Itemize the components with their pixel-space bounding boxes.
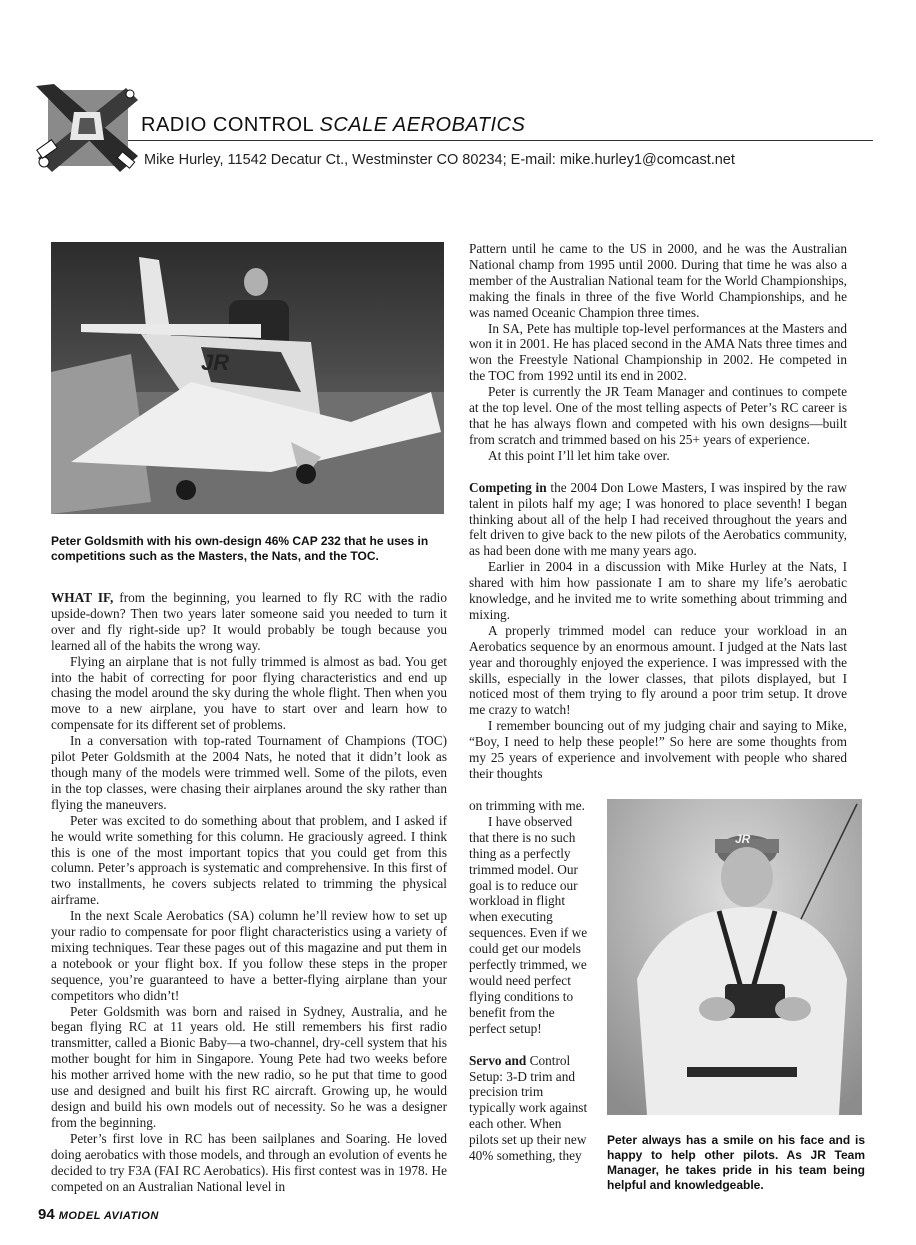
paragraph: on trimming with me. — [469, 798, 585, 813]
page-footer — [38, 1206, 159, 1223]
paragraph: WHAT IF, from the beginning, you learned to fly RC with the radio upside-down? Then two years later someone said you needed to turn it over and fly right-side up? It would probably be tough because you learned all of the habits the wrong way. — [51, 590, 448, 653]
paragraph: A properly trimmed model can reduce your workload in an Aerobatics sequence by an enormous amount. I judged at the Nats last year and thoroughly enjoyed the experience. I was impressed with the skills, especially in the lower classes, that pilots displayed, but I noticed most of them trying to fly around a poor trim setup. It drove me crazy to watch! — [469, 622, 847, 718]
column-logo — [34, 82, 140, 174]
paragraph: In a conversation with top-rated Tournament of Champions (TOC) pilot Peter Goldsmith at the 2004 Nats, he noted that it didn’t look as though many of the models were trimmed well. Some of the pilots, even in the top classes, were chasing their airplanes around the sky rather than flying the maneuvers. — [51, 733, 447, 812]
article-column-2-narrow — [469, 798, 589, 1164]
paragraph: Competing in the 2004 Don Lowe Masters, I was inspired by the raw talent in pilots half my age; I was honored to place seventh! I began thinking about all of the help I had received throughout the years and felt driven to give back to the new pilots of the Aerobatics community, as had been done with me many years ago. — [469, 479, 847, 559]
column-title — [141, 114, 525, 137]
article-column-1 — [51, 590, 447, 1194]
lead-in: WHAT IF, — [51, 590, 114, 605]
paragraph: In SA, Pete has multiple top-level performances at the Masters and won it in 2001. He has placed second in the AMA Nats three times and won the Freestyle National Championship in 2002. He competed in the TOC from 1992 until its end in 2002. — [469, 320, 847, 384]
magazine-name: MODEL AVIATION — [58, 1210, 159, 1222]
lead-in: Competing in — [469, 479, 547, 495]
photo1-caption: Peter Goldsmith with his own-design 46% CAP 232 that he uses in competitions such as the Masters, the Nats, and the TOC. — [51, 534, 429, 563]
title-main: RADIO CONTROL — [141, 114, 314, 136]
paragraph: At this point I’ll let him take over. — [488, 447, 670, 463]
page-number: 94 — [38, 1206, 55, 1223]
paragraph: I have observed that there is no such thing as a perfectly trimmed model. Our goal is to reduce our workload in flight when executing sequences. Even if we could get our models perfectly trimmed, we would need perfect flying conditions to benefit from the perfect setup! — [469, 813, 588, 1036]
cap-jr-logo: JR — [735, 832, 751, 846]
photo-pilot-with-transmitter — [607, 799, 862, 1115]
aerobatic-plane-logo-icon — [34, 82, 140, 174]
paragraph: Earlier in 2004 in a discussion with Mike Hurley at the Nats, I shared with him how passionate I am to share my life’s aerobatic knowledge, and he invited me to write something about trimming and mixing. — [469, 559, 847, 622]
paragraph: Peter Goldsmith was born and raised in Sydney, Australia, and he began flying RC at 11 years old. He still remembers his first radio transmitter, called a Bionic Baby—a two-channel, dry-cell system that his mother bought for him in Singapore. Young Pete had two weeks before his mother arrived home with the new radio, so he put that time to good use and designed and built his first RC aircraft. Growing up, he would design and build his own models out of necessity. So he was a designer from the beginning. — [51, 1003, 447, 1130]
paragraph: Servo and Control Setup: 3-D trim and precision trim typically work against each other. When pilots set up their new 40% something, they — [469, 1052, 588, 1164]
paragraph: In the next Scale Aerobatics (SA) column he’ll review how to set up your radio to compensate for poor flight characteristics using a variety of mixing techniques. Tear these pages out of this magazine and put them in a notebook or your flight box. If you follow these steps in the proper sequence, you’re guaranteed to have a better-flying airplane than your competitors who didn’t! — [51, 908, 447, 1003]
photo-pilot-with-airplane — [51, 242, 444, 514]
paragraph: Pattern until he came to the US in 2000, and he was the Australian National champ from 1995 until 2000. During that time he was also a member of the Australian National team for the World Championships, making the finals in three of the five World Championships, and he was named Oceanic Champion three times. — [469, 241, 847, 320]
paragraph: Flying an airplane that is not fully trimmed is almost as bad. You get into the habit of correcting for poor flying characteristics and end up chasing the model around the sky during the whole flight. Then when you move to a new airplane, you have to start over and learn how to compensate for its different set of problems. — [51, 653, 447, 733]
paragraph: Peter is currently the JR Team Manager and continues to compete at the top level. One of the most telling aspects of Peter’s RC career is that he has always flown and competed with his own designs—built from scratch and trimmed based on his 25+ years of experience. — [469, 384, 847, 447]
header-rule — [128, 140, 873, 141]
paragraph: Peter’s first love in RC has been sailplanes and Soaring. He loved doing aerobatics with those models, and through an evolution of events he decided to try F3A (FAI RC Aerobatics). His first contest was in 1978. He competed on an Australian National level in — [51, 1130, 447, 1194]
article-column-2 — [469, 241, 847, 782]
photo2-caption: Peter always has a smile on his face and is happy to help other pilots. As JR Team Manager, he takes pride in his team being helpful and knowledgeable. — [607, 1133, 865, 1192]
paragraph: Peter was excited to do something about that problem, and I asked if he would write something for this column. He graciously agreed. I think this is one of the most important topics that you could get from this column. Peter’s approach is systematic and comprehensive. In this first of two installments, he covers subjects related to trimming the physical airframe. — [51, 812, 447, 908]
plane-jr-marking: JR — [201, 350, 230, 375]
title-italic: SCALE AEROBATICS — [319, 114, 526, 136]
lead-in: Servo and — [469, 1052, 527, 1068]
author-byline: Mike Hurley, 11542 Decatur Ct., Westminster CO 80234; E-mail: mike.hurley1@comcast.net — [144, 152, 735, 168]
paragraph: I remember bouncing out of my judging chair and saying to Mike, “Boy, I need to help these people!” So here are some thoughts from my 25 years of experience and involvement with people who shared their thoughts — [469, 718, 847, 781]
